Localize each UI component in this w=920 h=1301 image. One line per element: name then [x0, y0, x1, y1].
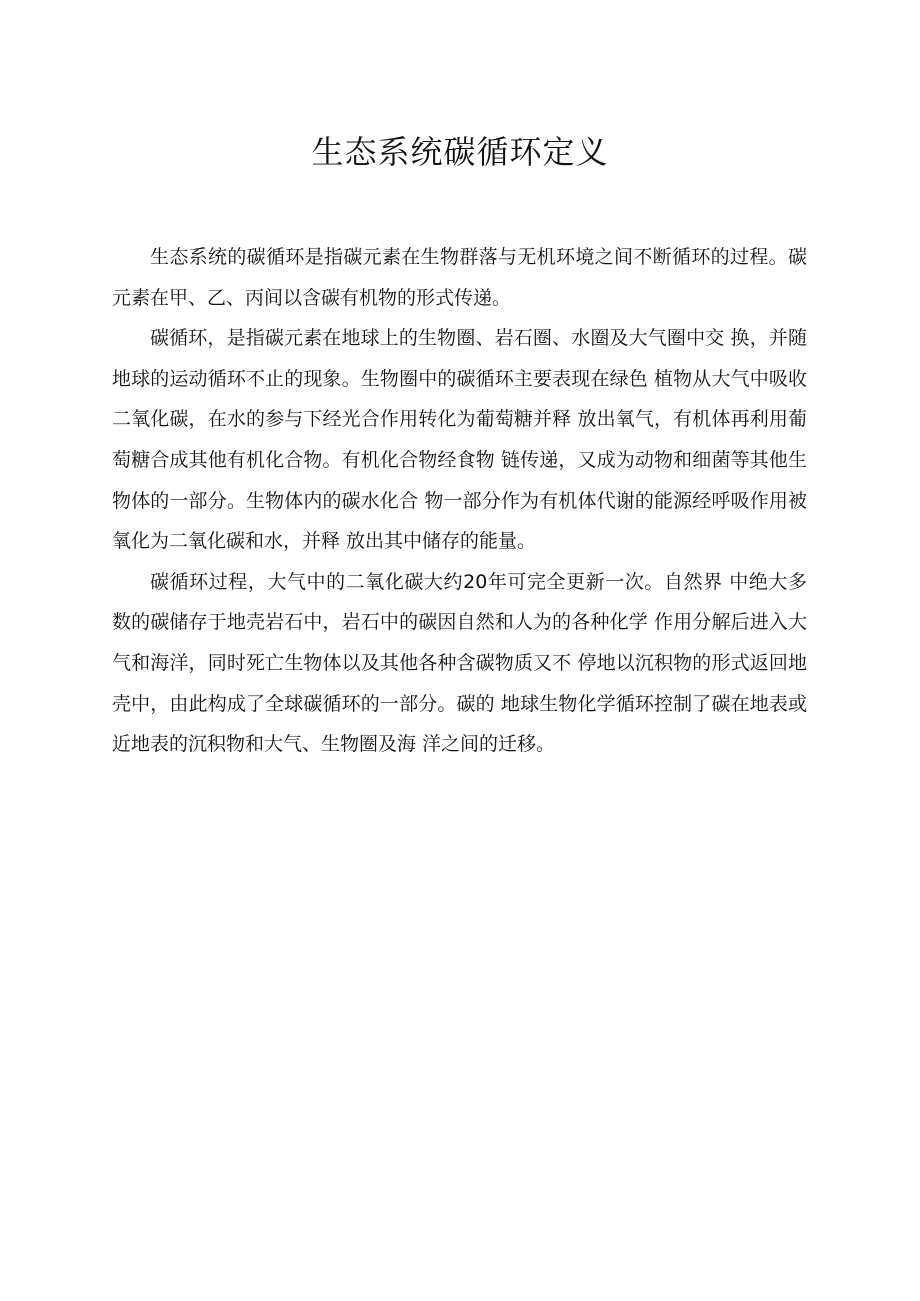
paragraph-3: 碳循环过程，大气中的二氧化碳大约20年可完全更新一次。自然界 中绝大多数的碳储存于地壳岩石中，岩石中的碳因自然和人为的各种化学 作用分解后进入大气和海洋，同时死亡生物体以及其他各种含碳物质又不 停地以沉积物的形式返回地壳中，由此构成了全球碳循环的一部分。碳的 地球生物化学循环控制了碳在地表或近地表的沉积物和大气、生物圈及海 洋之间的迁移。 — [112, 570, 807, 756]
document-body — [112, 237, 807, 765]
document-title: 生态系统碳循环定义 — [311, 133, 609, 171]
paragraph-2: 碳循环，是指碳元素在地球上的生物圈、岩石圈、水圈及大气圈中交 换，并随地球的运动循环不止的现象。生物圈中的碳循环主要表现在绿色 植物从大气中吸收二氧化碳，在水的参与下经光合作用转化为葡萄糖并释 放出氧气，有机体再利用葡萄糖合成其他有机化合物。有机化合物经食物 链传递，又成为动物和细菌等其他生物体的一部分。生物体内的碳水化合 物一部分作为有机体代谢的能源经呼吸作用被氧化为二氧化碳和水，并释 放出其中储存的能量。 — [112, 327, 807, 553]
paragraph-1: 生态系统的碳循环是指碳元素在生物群落与无机环境之间不断循环的过程。碳元素在甲、乙、丙间以含碳有机物的形式传递。 — [112, 246, 807, 309]
